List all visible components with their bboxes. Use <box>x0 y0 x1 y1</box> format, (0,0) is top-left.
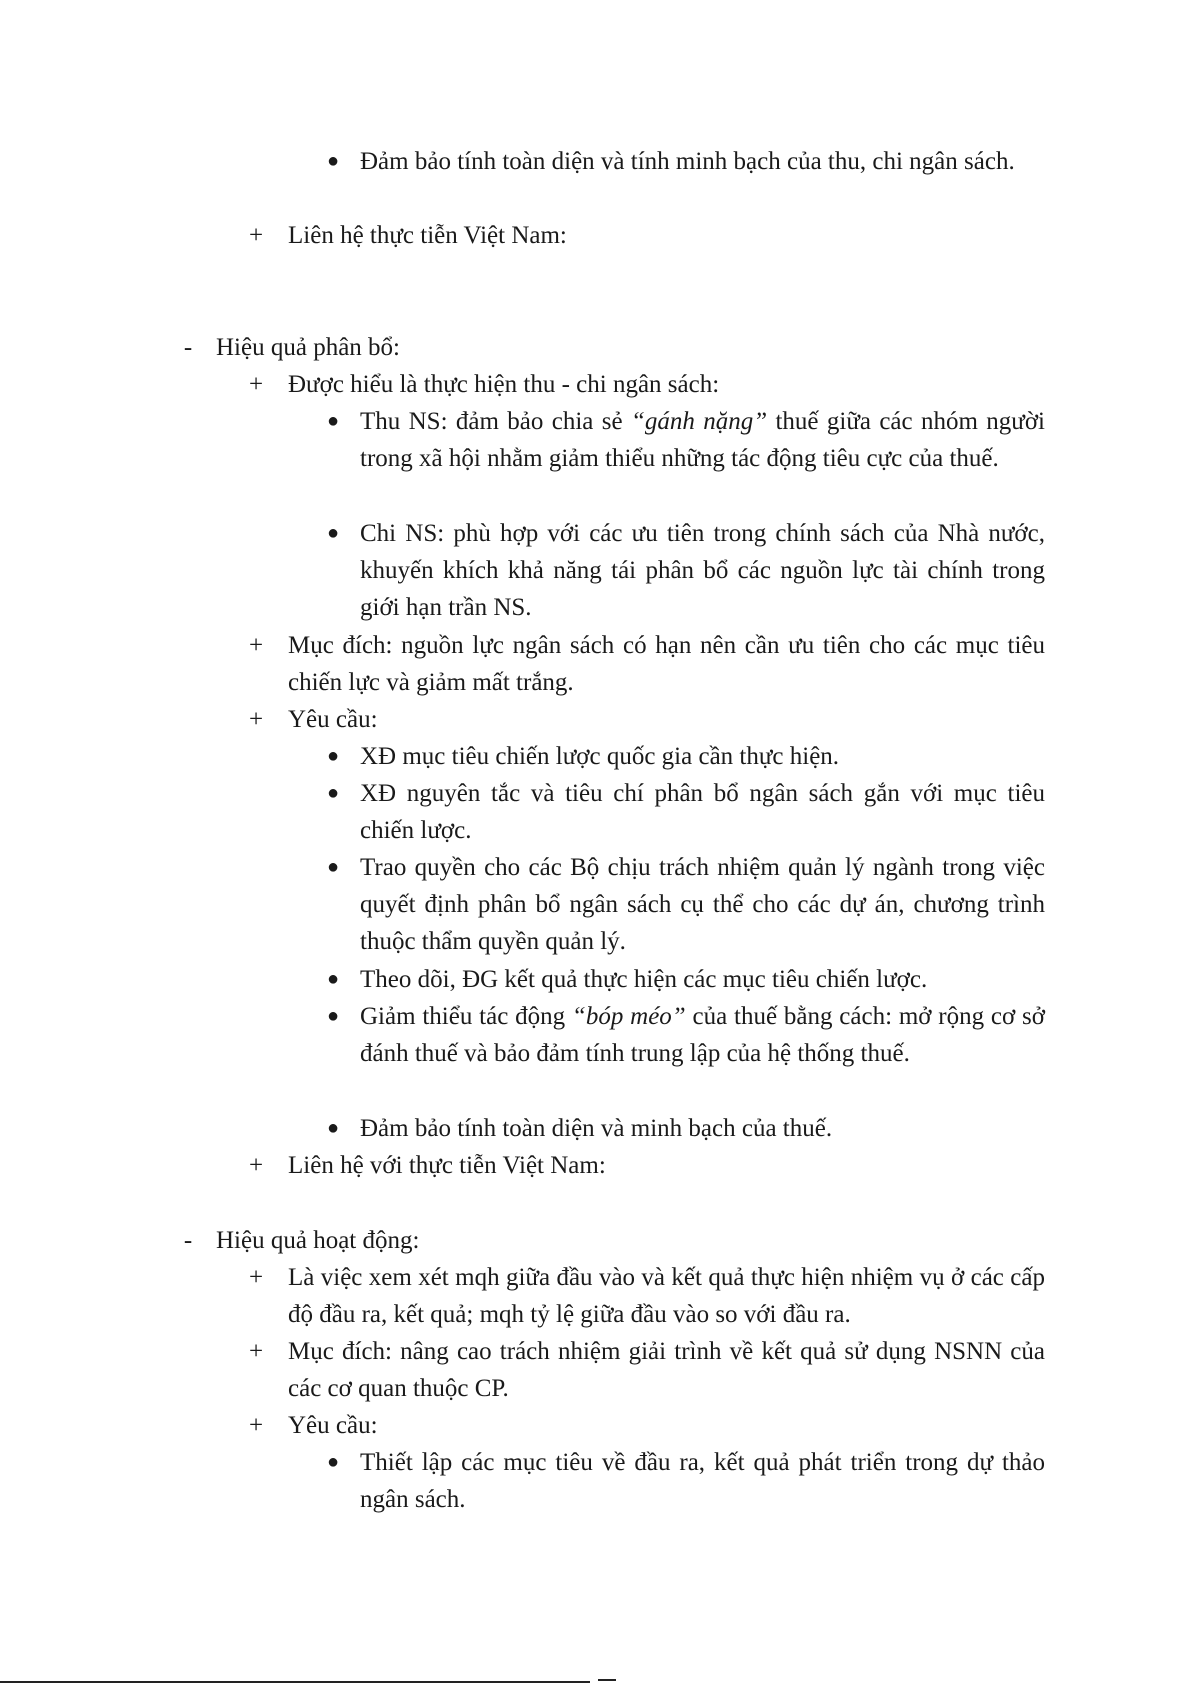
bullet-marker: ● <box>326 968 340 990</box>
section-heading <box>183 1222 1045 1259</box>
list-item-text: Là việc xem xét mqh giữa đầu vào và kết quả thực hiện nhiệm vụ ở các cấp độ đầu ra, kết quả; mqh tỷ lệ giữa đầu vào so với đầu ra. <box>288 1264 1045 1328</box>
plus-marker: + <box>248 632 264 659</box>
list-item-text: Theo dõi, ĐG kết quả thực hiện các mục tiêu chiến lược. <box>360 966 928 993</box>
section-heading-text: Hiệu quả hoạt động: <box>216 1227 420 1254</box>
list-item <box>326 403 1045 477</box>
page-bottom-rule <box>0 1681 590 1683</box>
list-item-text: Thu NS: đảm bảo chia sẻ “gánh nặng” thuế giữa các nhóm người trong xã hội nhằm giảm thiểu những tác động tiêu cực của thuế. <box>360 408 1045 472</box>
list-item-text: Liên hệ thực tiễn Việt Nam: <box>288 222 567 249</box>
list-item-text: Mục đích: nâng cao trách nhiệm giải trình về kết quả sử dụng NSNN của các cơ quan thuộc CP. <box>288 1338 1045 1402</box>
section-heading-text: Hiệu quả phân bổ: <box>216 334 400 361</box>
dash-marker: - <box>183 334 193 361</box>
plus-marker: + <box>248 222 264 249</box>
list-item-text: XĐ mục tiêu chiến lược quốc gia cần thực hiện. <box>360 743 840 770</box>
emphasis-text: “bóp méo” <box>571 1003 686 1030</box>
list-item <box>248 366 1045 403</box>
list-item-text: Giảm thiểu tác động “bóp méo” của thuế bằng cách: mở rộng cơ sở đánh thuế và bảo đảm tính trung lập của hệ thống thuế. <box>360 1003 1046 1067</box>
list-item-text: Yêu cầu: <box>288 706 378 733</box>
list-item <box>326 738 1045 775</box>
bullet-marker: ● <box>326 782 340 804</box>
list-item <box>326 1110 1045 1147</box>
bullet-marker: ● <box>326 522 340 544</box>
list-item-text: Thiết lập các mục tiêu về đầu ra, kết quả phát triển trong dự thảo ngân sách. <box>360 1449 1045 1513</box>
list-item <box>248 217 1045 254</box>
list-item-text: Chi NS: phù hợp với các ưu tiên trong chính sách của Nhà nước, khuyến khích khả năng tái phân bổ các nguồn lực tài chính trong giới hạn trần NS. <box>360 520 1045 621</box>
plus-marker: + <box>248 706 264 733</box>
list-item <box>326 515 1045 626</box>
list-item <box>326 775 1045 849</box>
list-item-text: Yêu cầu: <box>288 1412 378 1439</box>
page-bottom-tick <box>598 1679 616 1681</box>
list-item <box>248 627 1045 701</box>
bullet-marker: ● <box>326 150 340 172</box>
list-item-text: XĐ nguyên tắc và tiêu chí phân bổ ngân sách gắn với mục tiêu chiến lược. <box>360 780 1045 844</box>
list-item-text: Đảm bảo tính toàn diện và minh bạch của thuế. <box>360 1115 833 1142</box>
bullet-marker: ● <box>326 1117 340 1139</box>
list-item <box>248 1147 1045 1184</box>
list-item <box>326 998 1046 1072</box>
plus-marker: + <box>248 1152 264 1179</box>
list-item-text: Liên hệ với thực tiễn Việt Nam: <box>288 1152 606 1179</box>
list-item <box>248 1259 1045 1333</box>
bullet-marker: ● <box>326 1451 340 1473</box>
bullet-marker: ● <box>326 745 340 767</box>
list-item <box>248 701 1045 738</box>
bullet-marker: ● <box>326 1005 340 1027</box>
section-heading <box>183 329 1045 366</box>
bullet-marker: ● <box>326 410 340 432</box>
plus-marker: + <box>248 1264 264 1291</box>
list-item-text: Trao quyền cho các Bộ chịu trách nhiệm quản lý ngành trong việc quyết định phân bổ ngân sách cụ thể cho các dự án, chương trình thuộc thẩm quyền quản lý. <box>360 854 1045 955</box>
list-item-text: Được hiểu là thực hiện thu - chi ngân sách: <box>288 371 720 398</box>
plus-marker: + <box>248 1412 264 1439</box>
emphasis-text: “gánh nặng” <box>630 408 768 435</box>
list-item <box>326 961 1045 998</box>
list-item <box>248 1407 1045 1444</box>
plus-marker: + <box>248 1338 264 1365</box>
list-item <box>326 849 1045 960</box>
list-item <box>326 143 1045 180</box>
dash-marker: - <box>183 1227 193 1254</box>
list-item <box>326 1444 1045 1518</box>
list-item-text: Mục đích: nguồn lực ngân sách có hạn nên cần ưu tiên cho các mục tiêu chiến lực và giảm mất trắng. <box>288 632 1045 696</box>
list-item <box>248 1333 1045 1407</box>
bullet-marker: ● <box>326 856 340 878</box>
plus-marker: + <box>248 371 264 398</box>
list-item-text: Đảm bảo tính toàn diện và tính minh bạch của thu, chi ngân sách. <box>360 148 1015 175</box>
